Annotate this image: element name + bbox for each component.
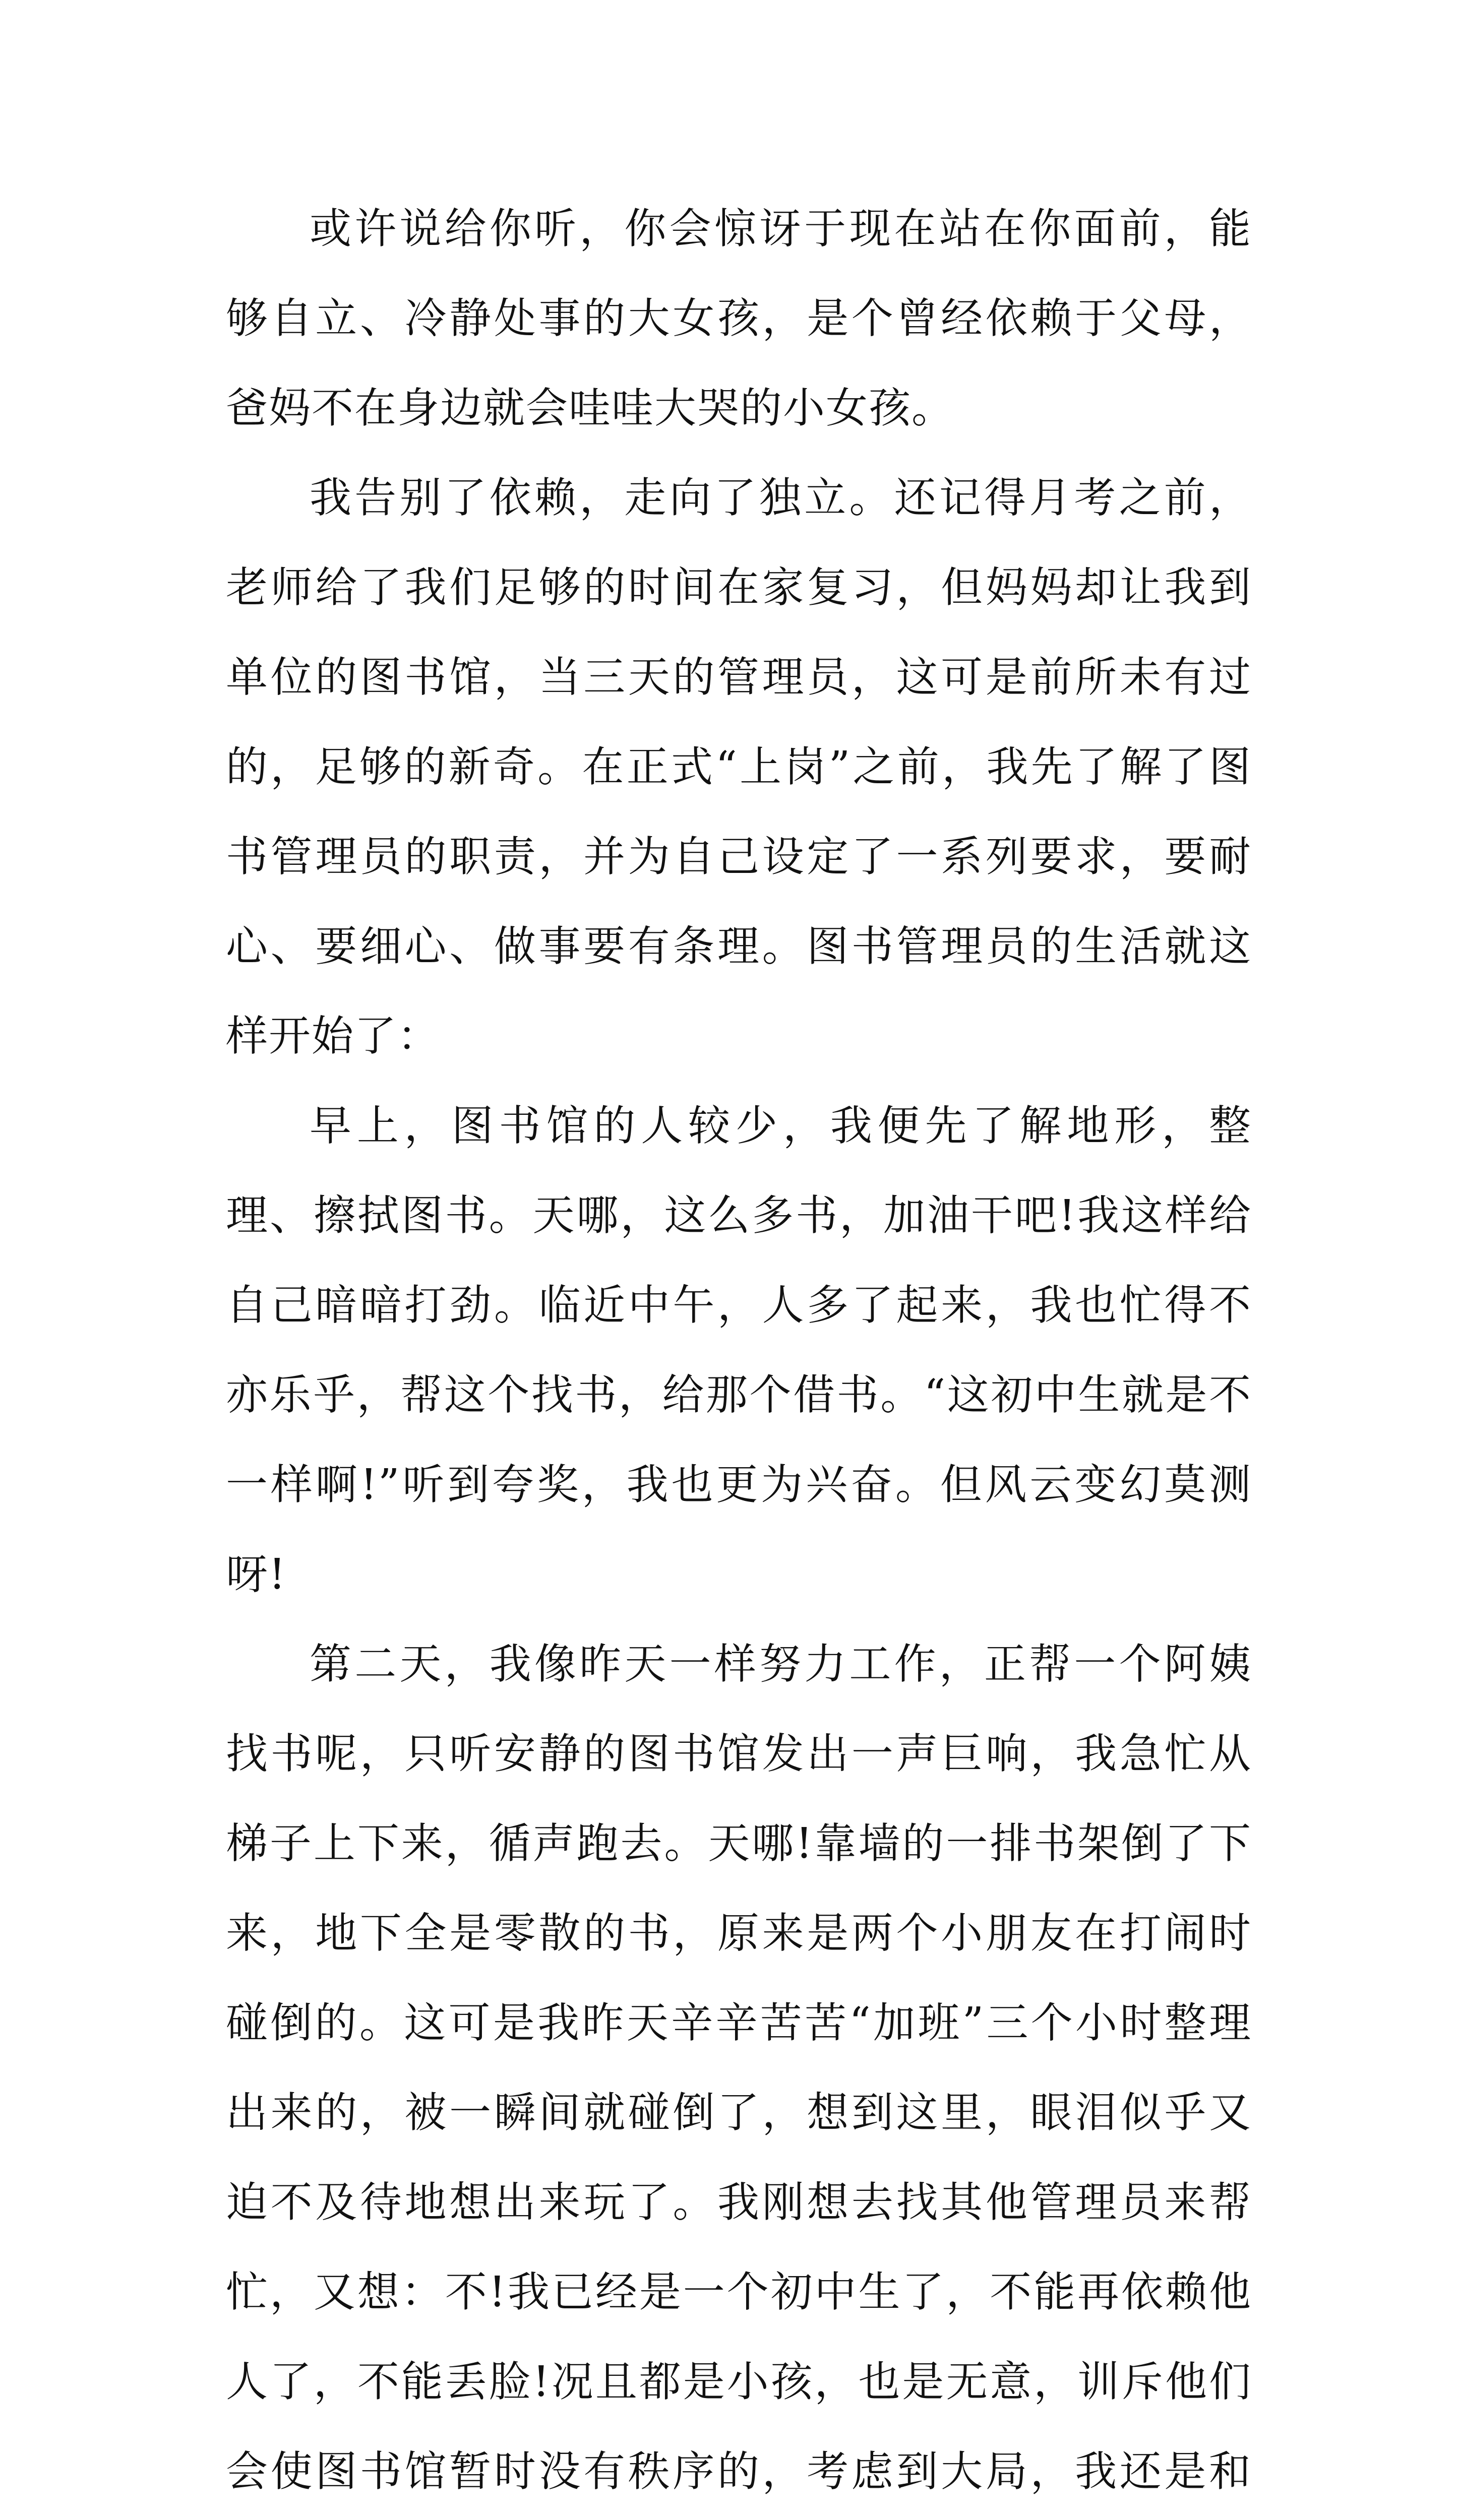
paragraph-3: 早上，图书馆的人较少，我便先了解地形，整理、擦拭图书。天哪，这么多书，加油干吧!我这样给自己暗暗打劲。临近中午，人多了起来，我也忙得不亦乐乎，帮这个找书，给那个借书。“这初中生就是不一样啊!”听到夸奖，我也更为兴奋。但风云变幻莫测呀!: [226, 1101, 1252, 1599]
paragraph-4: 第二天，我像昨天一样努力工作，正帮一个阿姨找书呢，只听安静的图书馆发出一声巨响，我急忙从梯子上下来，循声跑去。天哪!靠墙的一排书架倒了下来，地下全是零散的书，原来是两个小朋友在打闹时碰倒的。这可是我昨天辛辛苦苦“加班”三个小时整理出来的，被一瞬间就碰倒了，想到这里，眼泪似乎又迫不及待地想出来玩了。我刚想去找其他管理员来帮忙，又想：不!我已经是一个初中生了，不能再依赖他人了，不能丢脸!况且都是小孩，也是无意，训斥他们会使图书馆暂时没有秩序的，考虑到大局，我还是和: [226, 1640, 1252, 2496]
paragraph-2: 我告别了依赖，走向了独立。还记得月考之前，老师给了我们足够的时间在家复习，但妈妈却让我到单位的图书馆，当三天的管理员，这可是前所未有过的，足够的新奇。在正式“上岗”之前，我先了解了图书管理员的职责，并为自己设定了一系列要求，要耐心、要细心、做事要有条理。图书管理员的生活就这样开始了：: [226, 473, 1252, 1060]
document-body: [226, 184, 1252, 2520]
paragraph-1: 或许说给你听，你会惊讶于现在站在你面前，能够自立、冷静处事的大女孩，是个曾经依赖于父母，爸妈不在身边就会哇哇大哭的小女孩。: [226, 204, 1252, 432]
